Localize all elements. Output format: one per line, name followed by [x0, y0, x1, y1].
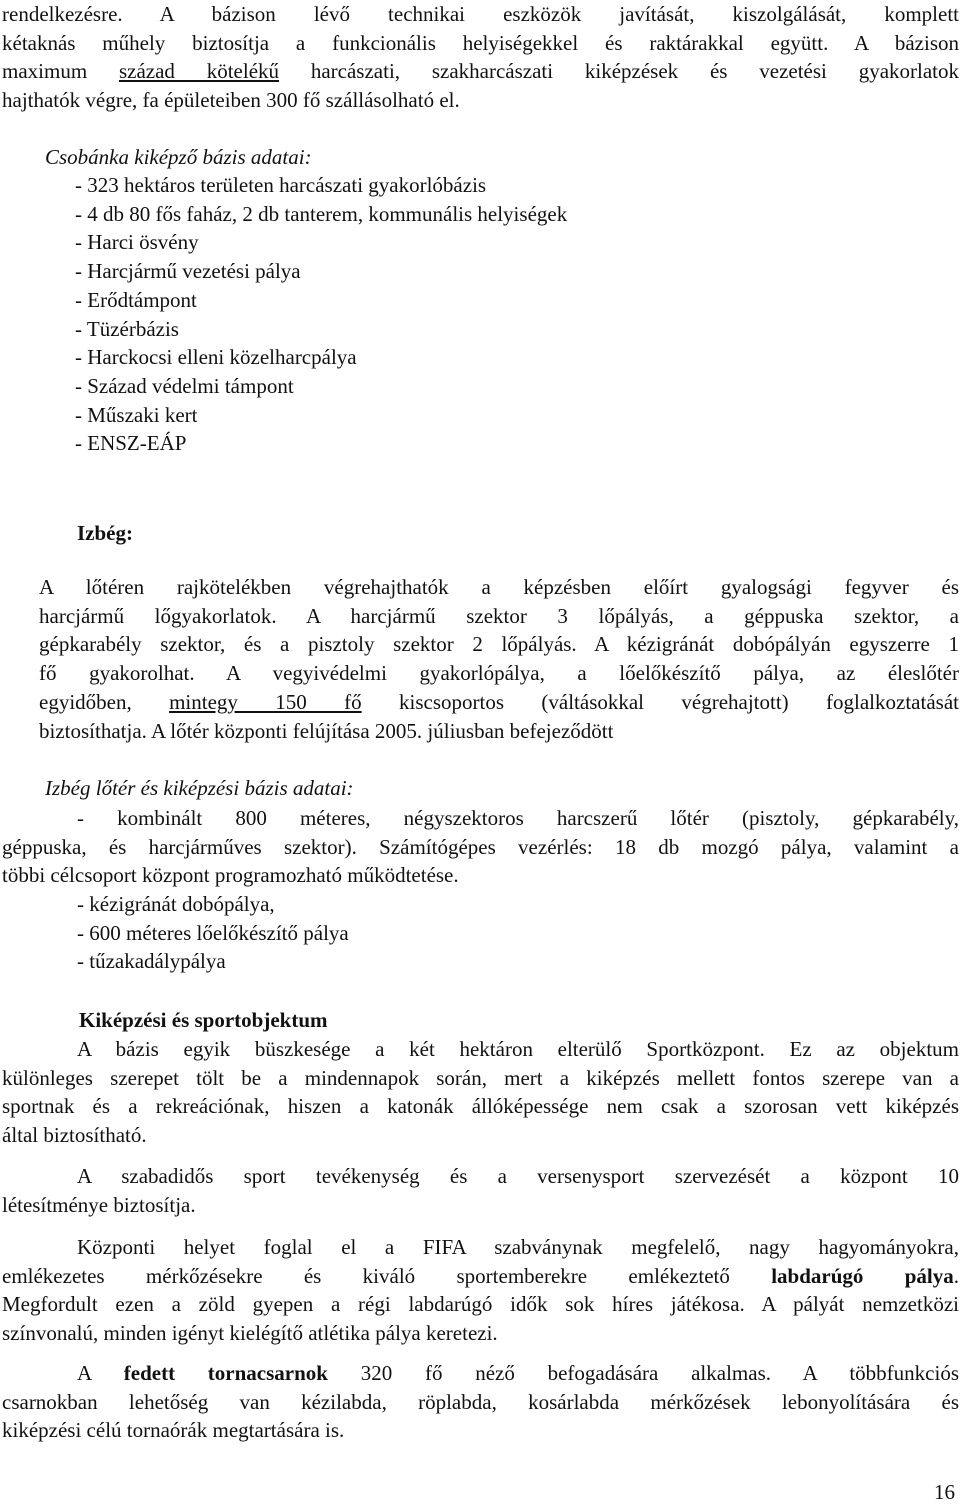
bold-phrase: labdarúgó pálya: [771, 1263, 954, 1288]
paragraph-line: kiképzési célú tornaórák megtartására is.: [2, 1418, 345, 1443]
list-item: - 4 db 80 fős faház, 2 db tanterem, kommunális helyiségek: [75, 201, 568, 226]
izbeg-data-list: [77, 890, 349, 976]
intro-line: rendelkezésre. A bázison lévő technikai eszközök javítását, kiszolgálását, komplett: [2, 2, 959, 26]
paragraph-line: Megfordult ezen a zöld gyepen a régi labdarúgó idők sok híres játékosa. A pályát nemzetközi: [2, 1292, 959, 1317]
csobanka-list: [75, 171, 567, 458]
intro-line: kétaknás műhely biztosítja a funkcionális helyiségekkel és raktárakkal együtt. A bázison: [2, 30, 959, 55]
paragraph-line: harcjármű lőgyakorlatok. A harcjármű szektor 3 lőpályás, a géppuska szektor, a: [39, 603, 959, 628]
list-item: - Tüzérbázis: [75, 316, 179, 341]
list-item: - Harcjármű vezetési pálya: [75, 259, 301, 284]
intro-paragraph: [2, 0, 959, 115]
list-item: - Század védelmi támpont: [75, 373, 294, 398]
paragraph-line: létesítménye biztosítja.: [2, 1192, 196, 1217]
list-item: - Műszaki kert: [75, 402, 198, 427]
bold-phrase: fedett tornacsarnok: [123, 1361, 328, 1385]
csobanka-title: Csobánka kiképző bázis adatai:: [45, 145, 312, 169]
list-item: - 600 méteres lőelőkészítő pálya: [77, 920, 349, 945]
paragraph-line: csarnokban lehetőség van kézilabda, röplabda, kosárlabda mérkőzések lebonyolítására és: [2, 1389, 959, 1414]
paragraph-line: géppuska, és harcjárműves szektor). Számítógépes vezérlés: 18 db mozgó pálya, valamint a: [2, 834, 959, 859]
page-number: 16: [934, 1480, 955, 1504]
list-item: - Harckocsi elleni közelharcpálya: [75, 345, 357, 370]
paragraph-line: A fedett tornacsarnok 320 fő néző befogadására alkalmas. A többfunkciós: [77, 1361, 959, 1385]
paragraph-line: A bázis egyik büszkesége a két hektáron elterülő Sportközpont. Ez az objektum: [77, 1037, 959, 1061]
izbeg-paragraph: [39, 573, 959, 745]
list-item: - Harci ösvény: [75, 230, 199, 255]
izbeg-heading: Izbég:: [77, 521, 133, 545]
sport-paragraph-2: [2, 1162, 959, 1219]
paragraph-line: A szabadidős sport tevékenység és a versenysport szervezését a központ 10: [77, 1164, 959, 1188]
paragraph-line: többi célcsoport központ programozható működtetése.: [2, 863, 459, 888]
paragraph-line: különleges szerepet tölt be a mindennapok során, mert a kiképzés mellett fontos szerepe van a: [2, 1065, 959, 1090]
intro-line: maximum század kötelékű harcászati, szakharcászati kiképzések és vezetési gyakorlatok: [2, 59, 959, 84]
paragraph-line: színvonalú, minden igényt kielégítő atlétika pálya keretezi.: [2, 1321, 498, 1346]
paragraph-line: - kombinált 800 méteres, négyszektoros harcszerű lőtér (pisztoly, gépkarabély,: [77, 806, 959, 830]
sport-heading: Kiképzési és sportobjektum: [79, 1008, 328, 1032]
underlined-phrase: mintegy 150 fő: [169, 689, 362, 714]
underlined-phrase: század kötelékű: [118, 59, 280, 84]
sport-paragraph-4: [2, 1359, 959, 1445]
list-item: - 323 hektáros területen harcászati gyakorlóbázis: [75, 173, 487, 197]
paragraph-line: egyidőben, mintegy 150 fő kiscsoportos (váltásokkal végrehajtott) foglalkoztatását: [39, 689, 959, 714]
list-item: - ENSZ-EÁP: [75, 431, 187, 456]
paragraph-line: által biztosítható.: [2, 1123, 147, 1148]
list-item: - Erődtámpont: [75, 287, 197, 312]
izbeg-data-title: Izbég lőtér és kiképzési bázis adatai:: [45, 776, 354, 800]
paragraph-line: A lőtéren rajkötelékben végrehajthatók a képzésben előírt gyalogsági fegyver és: [39, 575, 959, 599]
paragraph-line: fő gyakorolhat. A vegyivédelmi gyakorlópálya, a lőelőkészítő pálya, az éleslőtér: [39, 661, 959, 686]
sport-paragraph-1: [2, 1035, 959, 1150]
paragraph-line: sportnak és a rekreációnak, hiszen a katonák állóképessége nem csak a szorosan vett kiképzés: [2, 1094, 959, 1119]
paragraph-line: gépkarabély szektor, és a pisztoly szektor 2 lőpályás. A kézigránát dobópályán egyszerre 1: [39, 632, 959, 657]
paragraph-line: Központi helyet foglal el a FIFA szabványnak megfelelő, nagy hagyományokra,: [77, 1235, 959, 1259]
paragraph-line: emlékezetes mérkőzésekre és kiváló sportemberekre emlékeztető labdarúgó pálya.: [2, 1263, 959, 1288]
izbeg-data-paragraph: [2, 804, 959, 890]
list-item: - kézigránát dobópálya,: [77, 892, 275, 916]
paragraph-line: biztosíthatja. A lőtér központi felújítása 2005. júliusban befejeződött: [39, 718, 614, 743]
sport-paragraph-3: [2, 1233, 959, 1348]
intro-line: hajthatók végre, fa épületeiben 300 fő szállásolható el.: [2, 88, 460, 113]
list-item: - tűzakadálypálya: [77, 949, 226, 974]
